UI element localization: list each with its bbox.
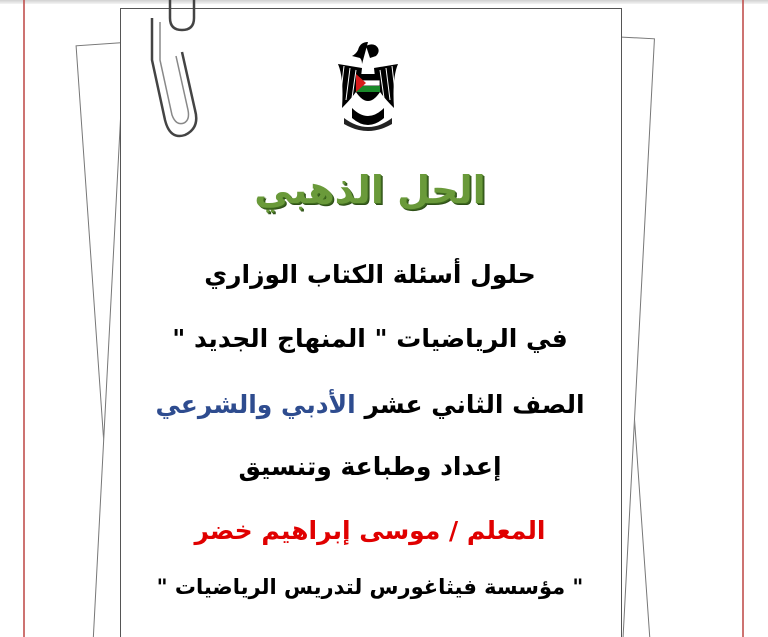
subject-line: في الرياضيات " المنهاج الجديد " [172,324,568,353]
teacher-name: المعلم / موسى إبراهيم خضر [194,516,546,545]
grade-prefix: الصف الثاني عشر [364,390,585,419]
eagle-emblem-icon [330,38,406,136]
preparation-line: إعداد وطباعة وتنسيق [238,452,502,481]
page-title: الحل الذهبي [254,168,486,212]
paper-clip-icon [110,0,230,150]
left-margin-line [23,0,25,637]
right-margin-line [742,0,744,637]
institute-name: " مؤسسة فيثاغورس لتدريس الرياضيات " [156,575,584,599]
grade-streams: الأدبي والشرعي [155,390,356,419]
grade-line [120,390,620,419]
subtitle: حلول أسئلة الكتاب الوزاري [204,260,536,289]
